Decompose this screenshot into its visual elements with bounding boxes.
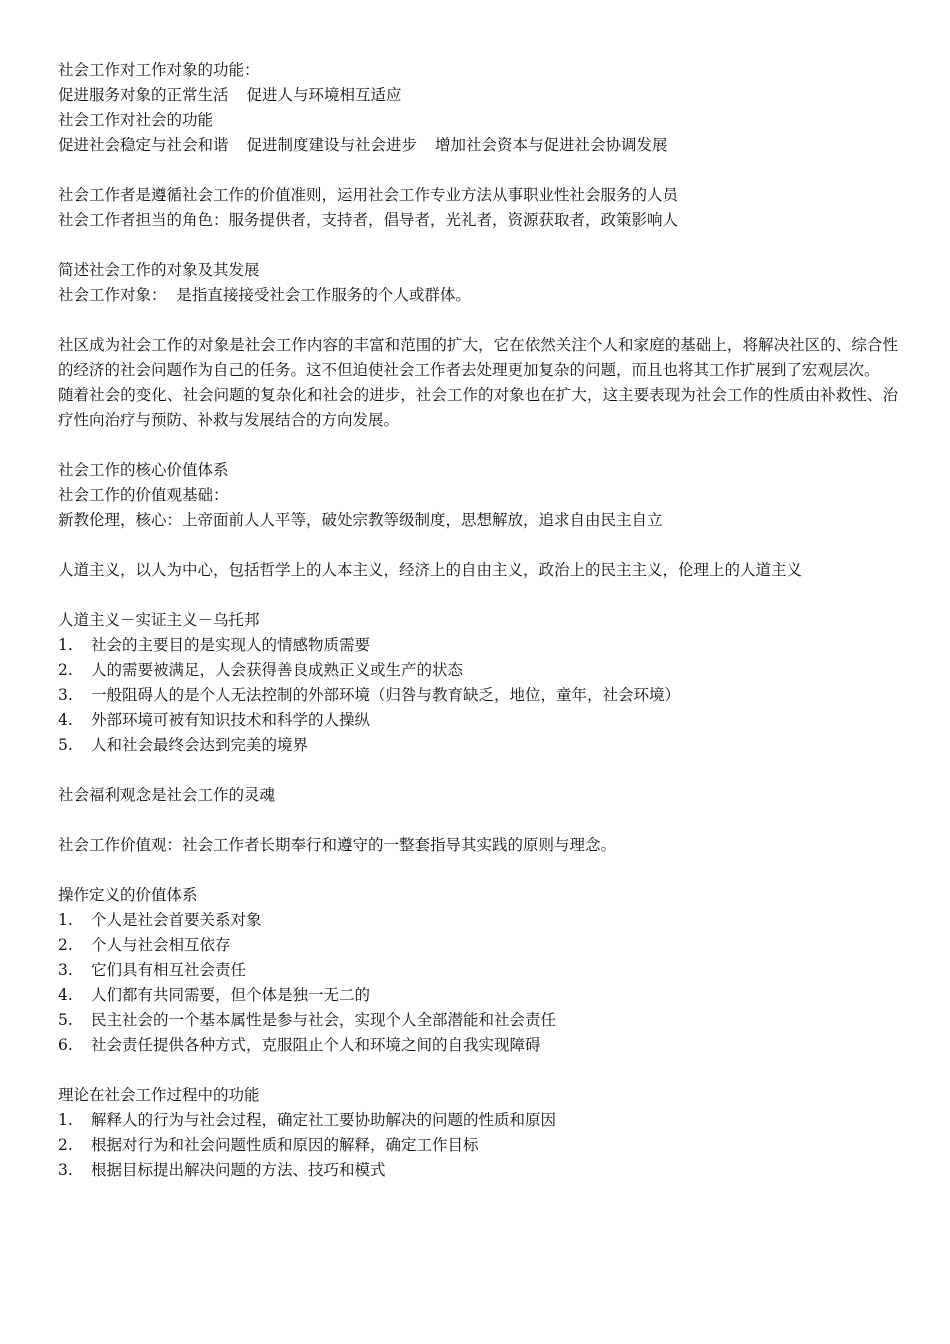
function-item: 促进人与环境相互适应	[246, 86, 402, 104]
list-item: 3. 一般阻碍人的是个人无法控制的外部环境（归咎与教育缺乏，地位，童年，社会环境）	[58, 686, 681, 704]
worker-definition: 社会工作者是遵循社会工作的价值准则，运用社会工作专业方法从事职业性社会服务的人员	[58, 186, 679, 204]
spacer	[58, 533, 898, 558]
function-item: 促进社会稳定与社会和谐	[58, 136, 229, 154]
function-on-clients-items	[58, 83, 898, 108]
spacer	[58, 808, 898, 833]
function-item: 促进制度建设与社会进步	[246, 136, 418, 154]
protestant-ethic: 新教伦理，核心：上帝面前人人平等，破处宗教等级制度，思想解放，追求自由民主自立	[58, 511, 663, 529]
operational-heading: 操作定义的价值体系	[58, 886, 198, 904]
community-paragraph: 社区成为社会工作的对象是社会工作内容的丰富和范围的扩大，它在依然关注个人和家庭的基础上，将解决社区的、综合性的经济的社会问题作为自己的任务。这不但迫使社会工作者去处理更加复杂的问题，而且也将其工作扩展到了宏观层次。	[58, 336, 898, 379]
document-page	[58, 58, 898, 1183]
spacer	[58, 858, 898, 883]
list-item: 5. 人和社会最终会达到完美的境界	[58, 736, 309, 754]
function-item: 促进服务对象的正常生活	[58, 86, 229, 104]
humanism-line: 人道主义，以人为中心，包括哲学上的人本主义，经济上的自由主义，政治上的民主主义，伦理上的人道主义	[58, 561, 803, 579]
spacer	[58, 583, 898, 608]
values-foundation-heading: 社会工作的价值观基础：	[58, 486, 229, 504]
list-item: 6. 社会责任提供各种方式，克服阻止个人和环境之间的自我实现障碍	[58, 1036, 541, 1054]
object-definition: 社会工作对象： 是指直接接受社会工作服务的个人或群体。	[58, 286, 471, 304]
function-on-society-items	[58, 133, 898, 158]
function-on-society-heading: 社会工作对社会的功能	[58, 111, 214, 129]
utopia-list	[58, 633, 898, 758]
list-item: 4. 外部环境可被有知识技术和科学的人操纵	[58, 711, 371, 729]
theory-list	[58, 1108, 898, 1183]
list-item: 3. 根据目标提出解决问题的方法、技巧和模式	[58, 1161, 386, 1179]
spacer	[58, 308, 898, 333]
development-paragraph: 随着社会的变化、社会问题的复杂化和社会的进步，社会工作的对象也在扩大，这主要表现为社会工作的性质由补救性、治疗性向治疗与预防、补救与发展结合的方向发展。	[58, 386, 898, 429]
list-item: 1. 社会的主要目的是实现人的情感物质需要	[58, 636, 371, 654]
function-on-clients-heading: 社会工作对工作对象的功能：	[58, 61, 260, 79]
spacer	[58, 233, 898, 258]
list-item: 2. 个人与社会相互依存	[58, 936, 231, 954]
welfare-line: 社会福利观念是社会工作的灵魂	[58, 786, 276, 804]
worker-roles: 社会工作者担当的角色：服务提供者，支持者，倡导者，光礼者，资源获取者，政策影响人	[58, 211, 679, 229]
object-heading: 简述社会工作的对象及其发展	[58, 261, 260, 279]
list-item: 2. 根据对行为和社会问题性质和原因的解释，确定工作目标	[58, 1136, 479, 1154]
spacer	[58, 433, 898, 458]
list-item: 1. 个人是社会首要关系对象	[58, 911, 262, 929]
theory-heading: 理论在社会工作过程中的功能	[58, 1086, 260, 1104]
operational-list	[58, 908, 898, 1058]
spacer	[58, 1058, 898, 1083]
list-item: 1. 解释人的行为与社会过程，确定社工要协助解决的问题的性质和原因	[58, 1111, 557, 1129]
list-item: 3. 它们具有相互社会责任	[58, 961, 247, 979]
core-values-heading: 社会工作的核心价值体系	[58, 461, 229, 479]
list-item: 2. 人的需要被满足，人会获得善良成熟正义或生产的状态	[58, 661, 464, 679]
spacer	[58, 158, 898, 183]
list-item: 5. 民主社会的一个基本属性是参与社会，实现个人全部潜能和社会责任	[58, 1011, 557, 1029]
values-definition: 社会工作价值观：社会工作者长期奉行和遵守的一整套指导其实践的原则与理念。	[58, 836, 617, 854]
function-item: 增加社会资本与促进社会协调发展	[435, 136, 668, 154]
utopia-heading: 人道主义－实证主义－乌托邦	[58, 611, 260, 629]
spacer	[58, 758, 898, 783]
list-item: 4. 人们都有共同需要，但个体是独一无二的	[58, 986, 371, 1004]
